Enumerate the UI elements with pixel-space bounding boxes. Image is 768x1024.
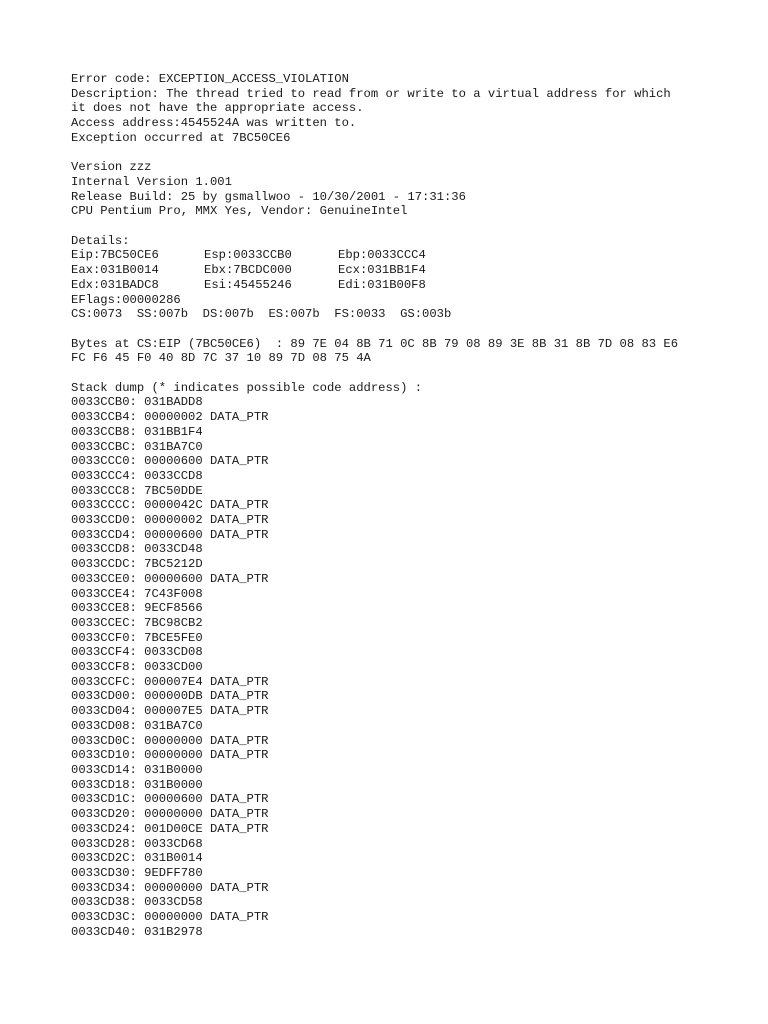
register-value: Ecx:031BB1F4 xyxy=(338,263,426,278)
stack-dump-entry: 0033CD10: 00000000 DATA_PTR xyxy=(71,748,269,763)
error-code-line: Error code: EXCEPTION_ACCESS_VIOLATION xyxy=(71,72,349,86)
stack-dump-entry: 0033CCFC: 000007E4 DATA_PTR xyxy=(71,674,269,689)
register-value: Eax:031B0014 xyxy=(71,263,159,278)
stack-dump-entry: 0033CD0C: 00000000 DATA_PTR xyxy=(71,733,269,748)
stack-dump-entry: 0033CCE4: 7C43F008 xyxy=(71,586,203,601)
stack-dump-heading: Stack dump (* indicates possible code address) : xyxy=(71,380,423,395)
bytes-section xyxy=(71,337,751,366)
register-value: Esp:0033CCB0 xyxy=(204,248,292,263)
stack-dump-entry: 0033CCB8: 031BB1F4 xyxy=(71,424,203,439)
crash-report-document xyxy=(71,72,751,939)
stack-dump-entry: 0033CCCC: 0000042C DATA_PTR xyxy=(71,498,269,513)
internal-version-line: Internal Version 1.001 xyxy=(71,174,232,189)
stack-dump-entry: 0033CD04: 000007E5 DATA_PTR xyxy=(71,704,269,719)
stack-dump-entry: 0033CCB4: 00000002 DATA_PTR xyxy=(71,410,269,425)
segment-registers-line: CS:0073 SS:007b DS:007b ES:007b FS:0033 GS:003b xyxy=(71,307,452,322)
stack-dump-entry: 0033CD34: 00000000 DATA_PTR xyxy=(71,880,269,895)
stack-dump-entry: 0033CCD0: 00000002 DATA_PTR xyxy=(71,513,269,528)
stack-dump-entry: 0033CCF4: 0033CD08 xyxy=(71,645,203,660)
stack-dump-list xyxy=(71,395,751,939)
stack-dump-entry: 0033CCF0: 7BCE5FE0 xyxy=(71,630,203,645)
register-row xyxy=(71,263,751,278)
stack-dump-entry: 0033CCF8: 0033CD00 xyxy=(71,660,203,675)
register-value: Eip:7BC50CE6 xyxy=(71,248,159,263)
error-description-line-2: it does not have the appropriate access. xyxy=(71,101,364,116)
stack-dump-entry: 0033CCD8: 0033CD48 xyxy=(71,542,203,557)
stack-dump-entry: 0033CCE8: 9ECF8566 xyxy=(71,601,203,616)
stack-dump-entry: 0033CD08: 031BA7C0 xyxy=(71,718,203,733)
stack-dump-entry: 0033CCD4: 00000600 DATA_PTR xyxy=(71,527,269,542)
exception-location-line: Exception occurred at 7BC50CE6 xyxy=(71,130,291,145)
stack-dump-entry: 0033CD20: 00000000 DATA_PTR xyxy=(71,807,269,822)
error-section xyxy=(71,72,751,146)
stack-dump-entry: 0033CCDC: 7BC5212D xyxy=(71,557,203,572)
version-section xyxy=(71,160,751,219)
stack-dump-entry: 0033CCEC: 7BC98CB2 xyxy=(71,615,203,630)
stack-dump-entry: 0033CCE0: 00000600 DATA_PTR xyxy=(71,571,269,586)
release-build-line: Release Build: 25 by gsmallwoo - 10/30/2001 - 17:31:36 xyxy=(71,189,466,204)
stack-dump-entry: 0033CCC0: 00000600 DATA_PTR xyxy=(71,454,269,469)
stack-dump-entry: 0033CCC4: 0033CCD8 xyxy=(71,468,203,483)
stack-dump-entry: 0033CD3C: 00000000 DATA_PTR xyxy=(71,910,269,925)
details-section xyxy=(71,234,751,322)
eflags-line: EFlags:00000286 xyxy=(71,292,181,307)
stack-dump-entry: 0033CD14: 031B0000 xyxy=(71,762,203,777)
register-value: Edi:031B00F8 xyxy=(338,277,426,292)
bytes-line-1: Bytes at CS:EIP (7BC50CE6) : 89 7E 04 8B 71 0C 8B 79 08 89 3E 8B 31 8B 7D 08 83 E6 xyxy=(71,336,679,351)
stack-dump-entry: 0033CCC8: 7BC50DDE xyxy=(71,483,203,498)
stack-dump-entry: 0033CD28: 0033CD68 xyxy=(71,836,203,851)
stack-dump-entry: 0033CD40: 031B2978 xyxy=(71,924,203,939)
access-address-line: Access address:4545524A was written to. xyxy=(71,116,357,131)
register-row xyxy=(71,278,751,293)
stack-dump-entry: 0033CD00: 000000DB DATA_PTR xyxy=(71,689,269,704)
stack-dump-entry: 0033CD30: 9EDFF780 xyxy=(71,865,203,880)
register-value: Edx:031BADC8 xyxy=(71,277,159,292)
register-value: Ebp:0033CCC4 xyxy=(338,248,426,263)
stack-dump-entry: 0033CCB0: 031BADD8 xyxy=(71,395,203,410)
register-value: Ebx:7BCDC000 xyxy=(204,263,292,278)
details-heading: Details: xyxy=(71,233,130,248)
stack-dump-entry: 0033CD1C: 00000600 DATA_PTR xyxy=(71,792,269,807)
cpu-line: CPU Pentium Pro, MMX Yes, Vendor: GenuineIntel xyxy=(71,204,408,219)
stack-dump-entry: 0033CD18: 031B0000 xyxy=(71,777,203,792)
stack-dump-entry: 0033CCBC: 031BA7C0 xyxy=(71,439,203,454)
error-description-line-1: Description: The thread tried to read from or write to a virtual address for which xyxy=(71,86,671,101)
version-line: Version zzz xyxy=(71,160,152,175)
stack-dump-section xyxy=(71,381,751,940)
register-value: Esi:45455246 xyxy=(204,277,292,292)
stack-dump-entry: 0033CD38: 0033CD58 xyxy=(71,895,203,910)
stack-dump-entry: 0033CD2C: 031B0014 xyxy=(71,851,203,866)
register-row xyxy=(71,248,751,263)
stack-dump-entry: 0033CD24: 001D00CE DATA_PTR xyxy=(71,821,269,836)
bytes-line-2: FC F6 45 F0 40 8D 7C 37 10 89 7D 08 75 4A xyxy=(71,351,371,366)
